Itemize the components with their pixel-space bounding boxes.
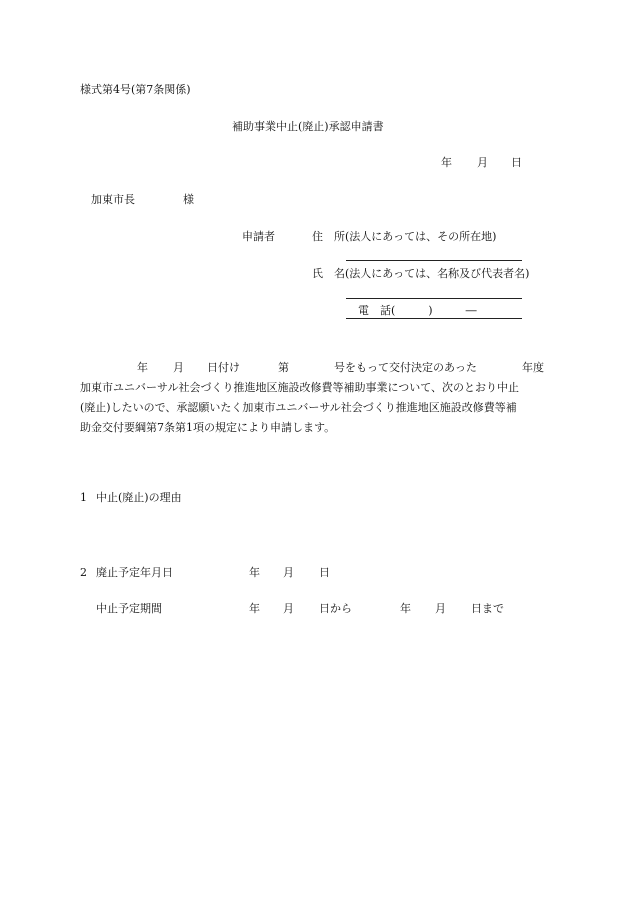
period-to-year-label: 年	[400, 602, 411, 615]
period-to-day-label: 日まで	[471, 602, 504, 615]
item2-number: 2	[80, 566, 87, 579]
applicant-label: 申請者	[242, 230, 275, 243]
period-to-month-label: 月	[435, 602, 446, 615]
addressee-honorific: 様	[183, 193, 194, 206]
name-label: 氏 名(法人にあっては、名称及び代表者名)	[312, 267, 530, 280]
form-number: 様式第4号(第7条関係)	[80, 83, 191, 96]
body-dated-label: 日付け	[207, 361, 240, 374]
body-line-3: (廃止)したいので、承認願いたく加東市ユニバーサル社会づくり推進地区施設改修費等補	[80, 401, 517, 414]
body-year-label: 年	[137, 361, 148, 374]
body-issue-text: 号をもって交付決定のあった	[334, 361, 477, 374]
body-line-2: 加東市ユニバーサル社会づくり推進地区施設改修費等補助事業について、次のとおり中止	[80, 381, 520, 394]
abolition-month-label: 月	[283, 566, 294, 579]
abolition-day-label: 日	[319, 566, 330, 579]
phone-label: 電 話( ) ―	[358, 304, 477, 317]
period-from-year-label: 年	[249, 602, 260, 615]
body-number-prefix: 第	[278, 361, 289, 374]
item1-number: 1	[80, 491, 87, 504]
body-line-4: 助金交付要綱第7条第1項の規定により申請します。	[80, 421, 336, 434]
suspension-period-label: 中止予定期間	[96, 602, 162, 615]
phone-underline	[346, 318, 522, 319]
address-label: 住 所(法人にあっては、その所在地)	[312, 230, 497, 243]
document-title: 補助事業中止(廃止)承認申請書	[232, 120, 384, 133]
period-from-month-label: 月	[283, 602, 294, 615]
date-month-label: 月	[477, 156, 488, 169]
body-fiscal-year-label: 年度	[522, 361, 544, 374]
addressee-name: 加東市長	[91, 193, 135, 206]
date-day-label: 日	[511, 156, 522, 169]
item2-label: 廃止予定年月日	[96, 566, 173, 579]
period-from-day-label: 日から	[319, 602, 352, 615]
date-year-label: 年	[441, 156, 452, 169]
item1-label: 中止(廃止)の理由	[96, 491, 182, 504]
body-month-label: 月	[173, 361, 184, 374]
abolition-year-label: 年	[249, 566, 260, 579]
address-underline	[346, 260, 522, 261]
name-underline	[346, 298, 522, 299]
